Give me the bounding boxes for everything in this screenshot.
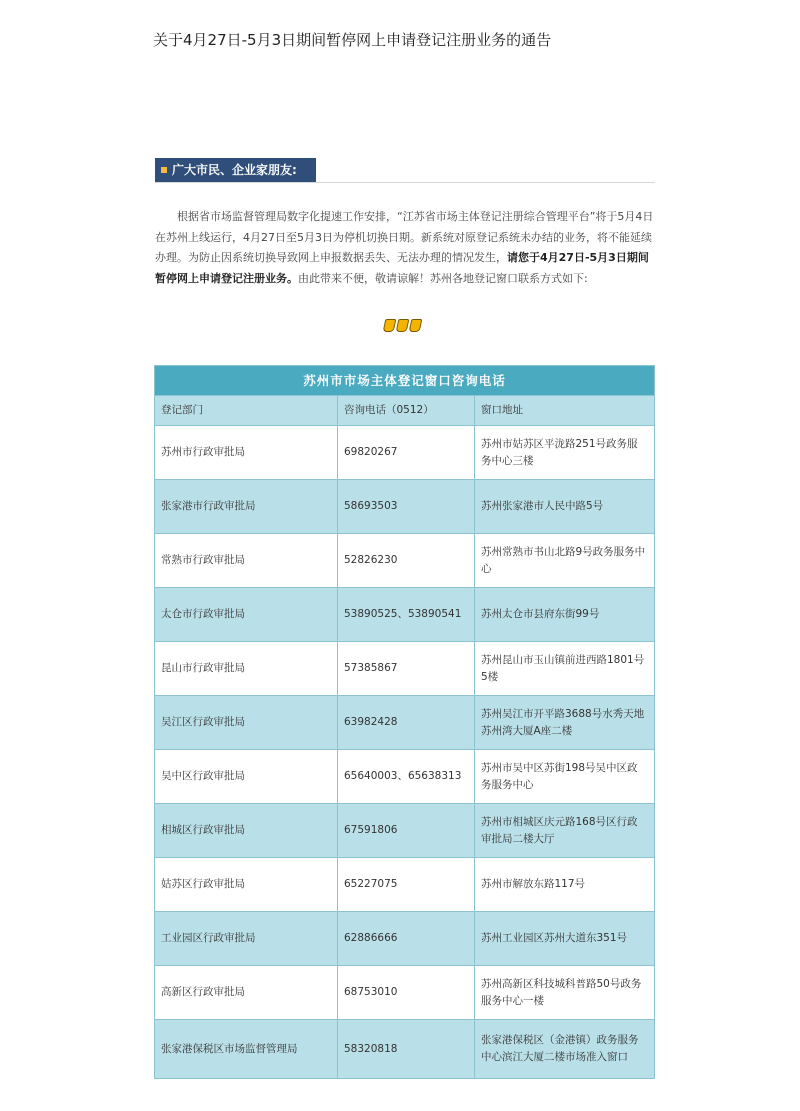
department-cell: 工业园区行政审批局	[155, 912, 338, 966]
table-row	[155, 480, 655, 534]
phone-cell: 69820267	[338, 426, 475, 480]
department-cell: 姑苏区行政审批局	[155, 858, 338, 912]
address-cell: 苏州市相城区庆元路168号区行政审批局二楼大厅	[475, 804, 655, 858]
pointing-hands	[384, 319, 421, 332]
contact-table	[154, 365, 655, 1079]
paragraph-text: 根据省市场监督管理局数字化提速工作安排，“江苏省市场主体登记注册综合管理平台”将于5月4日在苏州上线运行，4月27日至5月3日为停机切换日期。新系统对原登记系统未办结的业务，将不能延续办理。为防止因系统切换导致网上申报数据丢失、无法办理的情况发生，	[155, 210, 654, 264]
paragraph-bold-text: 请您于4月27日-5月3日期间暂停网上申请登记注册业务。	[155, 251, 649, 285]
table-row	[155, 804, 655, 858]
pointing-hand-icon	[383, 319, 397, 332]
address-cell: 苏州太仓市县府东街99号	[475, 588, 655, 642]
department-cell: 相城区行政审批局	[155, 804, 338, 858]
phone-cell: 52826230	[338, 534, 475, 588]
department-cell: 太仓市行政审批局	[155, 588, 338, 642]
table-row	[155, 966, 655, 1020]
divider	[155, 182, 655, 183]
department-cell: 昆山市行政审批局	[155, 642, 338, 696]
square-bullet-icon	[161, 167, 167, 173]
table-row	[155, 1020, 655, 1079]
table-row	[155, 588, 655, 642]
phone-cell: 57385867	[338, 642, 475, 696]
page-title: 关于4月27日-5月3日期间暂停网上申请登记注册业务的通告	[153, 31, 552, 49]
table-row	[155, 534, 655, 588]
paragraph-text-end: 由此带来不便，敬请谅解！苏州各地登记窗口联系方式如下:	[298, 271, 588, 285]
pointing-hand-icon	[409, 319, 423, 332]
phone-cell: 65227075	[338, 858, 475, 912]
department-cell: 苏州市行政审批局	[155, 426, 338, 480]
table-row	[155, 912, 655, 966]
department-cell: 吴江区行政审批局	[155, 696, 338, 750]
table-row	[155, 426, 655, 480]
phone-cell: 58320818	[338, 1020, 475, 1079]
phone-cell: 63982428	[338, 696, 475, 750]
header-department: 登记部门	[155, 396, 338, 426]
phone-cell: 62886666	[338, 912, 475, 966]
greeting-banner	[155, 158, 316, 182]
address-cell: 苏州市吴中区苏街198号吴中区政务服务中心	[475, 750, 655, 804]
department-cell: 吴中区行政审批局	[155, 750, 338, 804]
department-cell: 张家港市行政审批局	[155, 480, 338, 534]
phone-cell: 58693503	[338, 480, 475, 534]
table-row	[155, 858, 655, 912]
address-cell: 苏州吴江市开平路3688号水秀天地苏州湾大厦A座二楼	[475, 696, 655, 750]
address-cell: 苏州张家港市人民中路5号	[475, 480, 655, 534]
table-caption: 苏州市市场主体登记窗口咨询电话	[155, 366, 655, 396]
address-cell: 苏州高新区科技城科普路50号政务服务中心一楼	[475, 966, 655, 1020]
phone-cell: 53890525、53890541	[338, 588, 475, 642]
notice-paragraph	[155, 207, 655, 289]
address-cell: 苏州市姑苏区平泷路251号政务服务中心三楼	[475, 426, 655, 480]
address-cell: 张家港保税区（金港镇）政务服务中心滨江大厦二楼市场准入窗口	[475, 1020, 655, 1079]
phone-cell: 65640003、65638313	[338, 750, 475, 804]
department-cell: 常熟市行政审批局	[155, 534, 338, 588]
table-row	[155, 642, 655, 696]
table-row	[155, 750, 655, 804]
header-address: 窗口地址	[475, 396, 655, 426]
pointing-hand-icon	[396, 319, 410, 332]
department-cell: 高新区行政审批局	[155, 966, 338, 1020]
address-cell: 苏州常熟市书山北路9号政务服务中心	[475, 534, 655, 588]
address-cell: 苏州昆山市玉山镇前进西路1801号5楼	[475, 642, 655, 696]
address-cell: 苏州工业园区苏州大道东351号	[475, 912, 655, 966]
phone-cell: 68753010	[338, 966, 475, 1020]
address-cell: 苏州市解放东路117号	[475, 858, 655, 912]
department-cell: 张家港保税区市场监督管理局	[155, 1020, 338, 1079]
greeting-text: 广大市民、企业家朋友:	[172, 163, 297, 177]
header-phone: 咨询电话（0512）	[338, 396, 475, 426]
table-row	[155, 696, 655, 750]
phone-cell: 67591806	[338, 804, 475, 858]
